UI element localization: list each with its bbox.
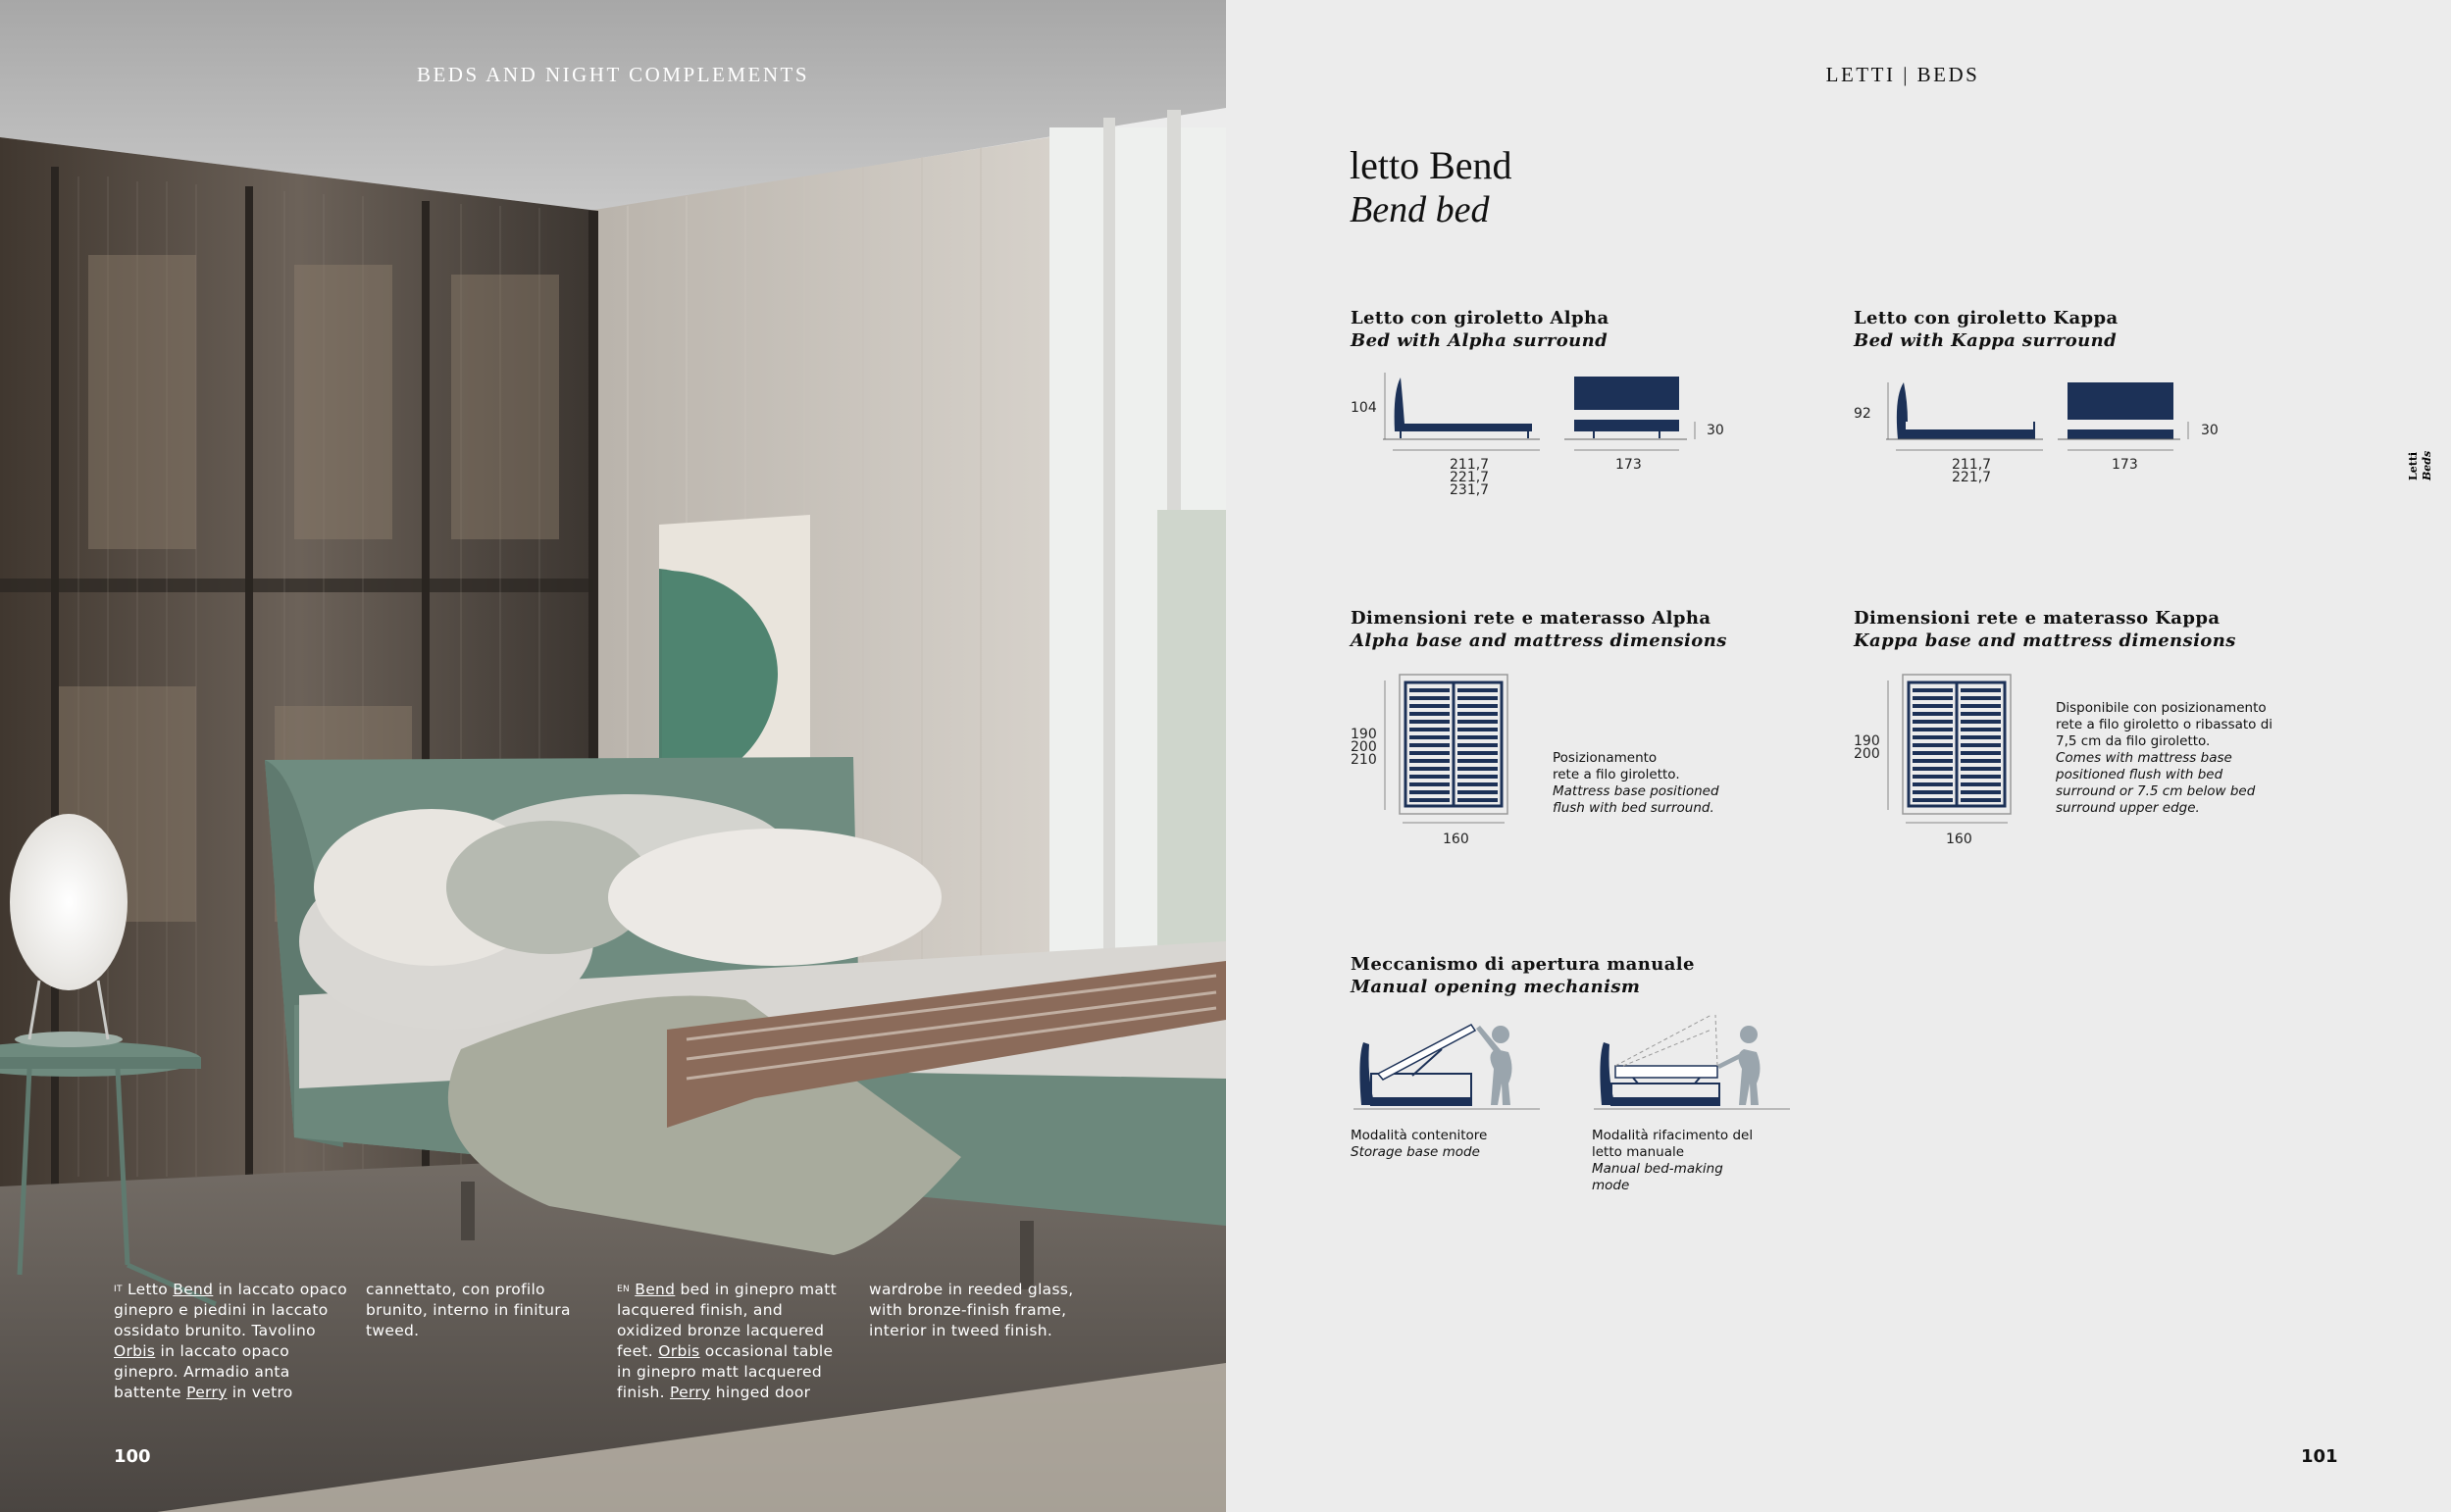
note-line: rete a filo giroletto.: [1553, 767, 1680, 782]
product-link-perry[interactable]: Perry: [186, 1384, 228, 1401]
left-header: BEDS AND NIGHT COMPLEMENTS: [416, 63, 810, 86]
heading-it: Dimensioni rete e materasso Alpha: [1351, 608, 1711, 629]
length-label: 190: [1854, 733, 1880, 749]
page-number-left: 100: [114, 1446, 151, 1467]
product-link-orbis[interactable]: Orbis: [114, 1342, 156, 1360]
caption-it: letto manuale: [1592, 1144, 1685, 1160]
alpha-leg-label: 30: [1707, 423, 1724, 438]
kappa-base-note: [2056, 700, 2272, 817]
kappa-bed-heading: [1854, 307, 2119, 352]
alpha-bed-heading: [1351, 307, 1609, 352]
alpha-slat-base-drawing: [1383, 675, 1510, 827]
caption-text: Letto: [122, 1281, 174, 1298]
caption-text: bed in ginepro matt lacquered finish, and oxidized bronze lacquered feet.: [617, 1281, 837, 1360]
kappa-base-length-labels: [1854, 735, 1880, 761]
heading-en: Alpha base and mattress dimensions: [1351, 630, 1727, 651]
length-label: 211,7: [1952, 457, 1992, 473]
alpha-bed-side-drawing: [1383, 373, 1736, 466]
side-tab-en: Beds: [2421, 450, 2433, 480]
caption-it: Modalità rifacimento del: [1592, 1128, 1754, 1143]
caption-en-col3: [617, 1280, 852, 1403]
right-header: LETTI | BEDS: [1825, 63, 1980, 86]
caption-text: in laccato opaco ginepro. Armadio anta battente: [114, 1342, 290, 1401]
length-label: 231,7: [1450, 482, 1490, 498]
kappa-leg-label: 30: [2201, 423, 2219, 438]
caption-it-col1: [114, 1280, 349, 1403]
bed-making-mode-caption: [1592, 1128, 1753, 1194]
product-link-orbis[interactable]: Orbis: [658, 1342, 700, 1360]
note-line: Disponibile con posizionamento: [2056, 700, 2267, 716]
caption-text: hinged door: [710, 1384, 811, 1401]
note-line: rete a filo giroletto o ribassato di: [2056, 717, 2273, 732]
heading-it: Letto con giroletto Kappa: [1854, 308, 2119, 328]
heading-en: Bed with Kappa surround: [1854, 330, 2118, 351]
kappa-base-heading: [1854, 607, 2236, 652]
length-label: 210: [1351, 752, 1377, 768]
product-link-bend[interactable]: Bend: [173, 1281, 214, 1298]
length-label: 221,7: [1952, 470, 1992, 485]
alpha-height-label: 104: [1351, 400, 1377, 416]
kappa-bed-side-drawing: [1886, 382, 2239, 466]
alpha-width-label: 173: [1615, 457, 1642, 473]
note-line: flush with bed surround.: [1553, 800, 1714, 816]
length-label: 221,7: [1450, 470, 1490, 485]
kappa-height-label: 92: [1854, 406, 1871, 422]
caption-lang-it: IT: [114, 1285, 123, 1294]
note-line: positioned flush with bed: [2056, 767, 2223, 782]
caption-it: Modalità contenitore: [1351, 1128, 1488, 1143]
heading-it: Letto con giroletto Alpha: [1351, 308, 1609, 328]
caption-text: occasional table in ginepro matt lacquered finish.: [617, 1342, 834, 1401]
length-label: 190: [1351, 727, 1377, 742]
right-page: [1226, 0, 2451, 1512]
side-tab[interactable]: [2403, 439, 2442, 498]
caption-text: in vetro: [227, 1384, 293, 1401]
length-label: 200: [1854, 746, 1880, 762]
caption-en: Manual bed-making: [1592, 1161, 1723, 1177]
kappa-width-label: 173: [2112, 457, 2138, 473]
kappa-length-labels: [1952, 459, 1991, 484]
bed-making-mode-drawing: [1594, 1000, 1790, 1113]
alpha-length-labels: [1450, 459, 1489, 497]
heading-en: Manual opening mechanism: [1351, 977, 1641, 997]
caption-en-col4: wardrobe in reeded glass, with bronze-finish frame, interior in tweed finish.: [869, 1281, 1074, 1339]
note-line: surround or 7.5 cm below bed: [2056, 783, 2256, 799]
note-line: Posizionamento: [1553, 750, 1658, 766]
kappa-slat-base-drawing: [1886, 675, 2014, 827]
alpha-base-heading: [1351, 607, 1727, 652]
alpha-base-note: [1553, 750, 1719, 817]
caption-en: mode: [1592, 1178, 1630, 1193]
product-link-bend[interactable]: Bend: [635, 1281, 676, 1298]
storage-mode-caption: [1351, 1128, 1487, 1161]
product-link-perry[interactable]: Perry: [670, 1384, 711, 1401]
caption-lang-en: EN: [617, 1285, 631, 1294]
page-subtitle: Bend bed: [1350, 189, 1490, 230]
note-line: Comes with mattress base: [2056, 750, 2232, 766]
kappa-base-width-label: 160: [1946, 832, 1972, 847]
caption-en: Storage base mode: [1351, 1144, 1480, 1160]
alpha-base-width-label: 160: [1443, 832, 1469, 847]
storage-mode-drawing: [1353, 1015, 1540, 1113]
mechanism-heading: [1351, 953, 1695, 998]
caption-it-col2: cannettato, con profilo brunito, interno in finitura tweed.: [366, 1281, 571, 1339]
alpha-base-length-labels: [1351, 729, 1377, 767]
page-title: letto Bend: [1350, 143, 1512, 187]
note-line: 7,5 cm da filo giroletto.: [2056, 733, 2211, 749]
heading-en: Kappa base and mattress dimensions: [1854, 630, 2236, 651]
side-tab-it: Letti: [2407, 451, 2420, 480]
length-label: 211,7: [1450, 457, 1490, 473]
length-label: 200: [1351, 739, 1377, 755]
heading-it: Dimensioni rete e materasso Kappa: [1854, 608, 2221, 629]
caption-text: in laccato opaco ginepro e piedini in laccato ossidato brunito. Tavolino: [114, 1281, 348, 1339]
note-line: Mattress base positioned: [1553, 783, 1719, 799]
page-number-right: 101: [2301, 1446, 2338, 1467]
heading-en: Bed with Alpha surround: [1351, 330, 1608, 351]
note-line: surround upper edge.: [2056, 800, 2200, 816]
heading-it: Meccanismo di apertura manuale: [1351, 954, 1695, 975]
